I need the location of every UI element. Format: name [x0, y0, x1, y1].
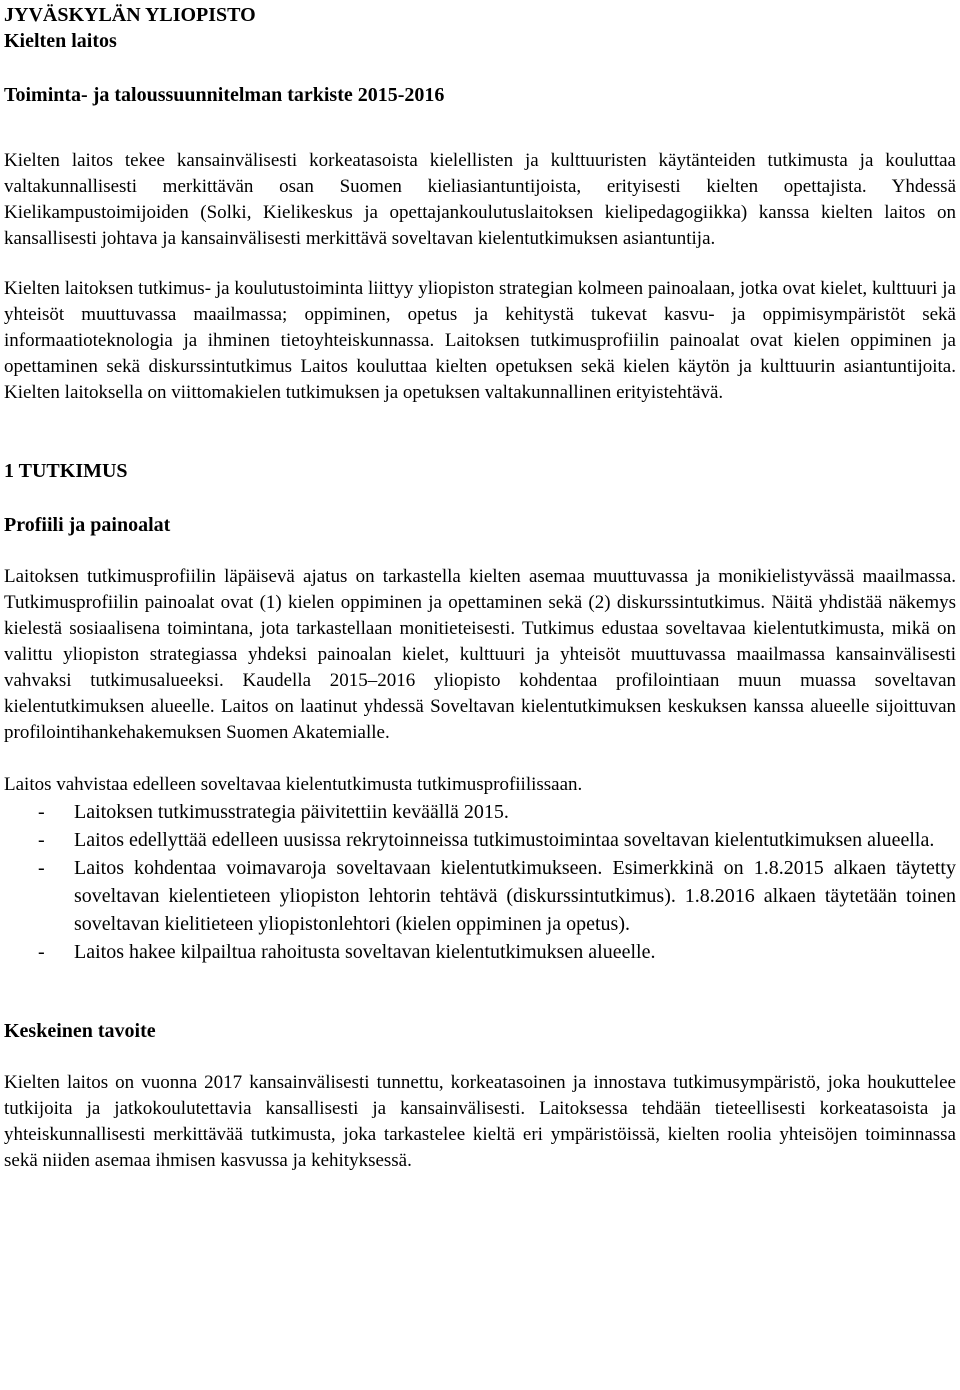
organization-name: JYVÄSKYLÄN YLIOPISTO [4, 4, 256, 26]
document-title: Toiminta- ja taloussuunnitelman tarkiste 2015-2016 [4, 84, 445, 106]
list-item [4, 938, 956, 966]
action-list [4, 798, 956, 966]
bullet-dash: - [38, 829, 45, 851]
list-item-text: Laitoksen tutkimusstrategia päivitettiin keväällä 2015. [74, 801, 509, 823]
department-name: Kielten laitos [4, 30, 117, 52]
key-goal-paragraph: Kielten laitos on vuonna 2017 kansainvälisesti tunnettu, korkeatasoinen ja innostava tutkimusympäristö, joka houkuttelee tutkijoita ja jatkokoulutettavia kansallisesti ja kansainvälisesti. Laitoksessa tehdään tieteellisesti korkeatasoista ja yhteiskunnallisesti merkittävää tutkimusta, joka tarkastelee kieltä eri ympäristöissä, kielten roolia yhteisöjen toiminnassa sekä niiden asemaa ihmisen kasvussa ja kehityksessä. [4, 1072, 956, 1171]
subheading-profile: Profiili ja painoalat [4, 514, 171, 536]
list-item [4, 826, 956, 854]
profile-paragraph: Laitoksen tutkimusprofiilin läpäisevä ajatus on tarkastella kielten asemaa muuttuvassa ja monikielistyvässä maailmassa. Tutkimusprofiilin painoalat ovat (1) kielen oppiminen ja opettaminen sekä (2) diskurssintutkimus. Näitä yhdistää näkemys kielestä sosiaalisena toimintana, jota tarkastellaan monitieteisesti. Tutkimus edustaa soveltavaa kielentutkimusta, mikä on valittu yliopiston strategiassa yhdeksi painoalan kielet, kulttuuri ja yhteisöt muuttuvassa maailmassa kansainvälisesti vahvaksi tutkimusalueeksi. Kaudella 2015–2016 yliopisto kohdentaa profilointiaan muun muassa soveltavan kielentutkimuksen alueelle. Laitos on laatinut yhdessä Soveltavan kielentutkimuksen keskuksen kanssa alueelle sijoittuvan profilointihankehakemuksen Suomen Akatemialle. [4, 566, 956, 743]
document-page [4, 2, 956, 1174]
section-heading-research: 1 TUTKIMUS [4, 460, 128, 482]
strengthening-paragraph: Laitos vahvistaa edelleen soveltavaa kielentutkimusta tutkimusprofiilissaan. [4, 774, 583, 795]
section-heading-key-goal: Keskeinen tavoite [4, 1020, 156, 1042]
list-item-text: Laitos edellyttää edelleen uusissa rekrytoinneissa tutkimustoimintaa soveltavan kielentutkimuksen alueella. [74, 829, 935, 851]
bullet-dash: - [38, 941, 45, 963]
list-item [4, 798, 956, 826]
bullet-dash: - [38, 857, 45, 879]
intro-paragraph-1: Kielten laitos tekee kansainvälisesti korkeatasoista kielellisten ja kulttuuristen käytänteiden tutkimusta ja kouluttaa valtakunnallisesti merkittävän osan Suomen kieliasiantuntijoista, erityisesti kielten opettajista. Yhdessä Kielikampustoimijoiden (Solki, Kielikeskus ja opettajankoulutuslaitoksen kielipedagogiikka) kanssa kielten laitos on kansallisesti johtava ja kansainvälisesti merkittävä soveltavan kielentutkimuksen asiantuntija. [4, 150, 956, 249]
list-item-text: Laitos hakee kilpailtua rahoitusta soveltavan kielentutkimuksen alueelle. [74, 941, 656, 963]
list-item-text: Laitos kohdentaa voimavaroja soveltavaan kielentutkimukseen. Esimerkkinä on 1.8.2015 alkaen täytetty soveltavan kielentieteen yliopiston lehtorin tehtävä (diskurssintutkimus). 1.8.2016 alkaen täytetään toinen soveltavan kielitieteen yliopistonlehtori (kielen oppiminen ja opetus). [74, 857, 956, 935]
intro-paragraph-2: Kielten laitoksen tutkimus- ja koulutustoiminta liittyy yliopiston strategian kolmeen painoalaan, jotka ovat kielet, kulttuuri ja yhteisöt muuttuvassa maailmassa; oppiminen, opetus ja kehitystä tukevat kasvu- ja oppimisympäristöt sekä informaatioteknologia ja ihminen tietoyhteiskunnassa. Laitoksen tutkimusprofiilin painoalat ovat kielen oppiminen ja opettaminen sekä diskurssintutkimus Laitos kouluttaa kielten opetuksen sekä kielen käytön ja kulttuurin asiantuntijoita. Kielten laitoksella on viittomakielen tutkimuksen ja opetuksen valtakunnallinen erityistehtävä. [4, 278, 956, 403]
list-item [4, 854, 956, 938]
bullet-dash: - [38, 801, 45, 823]
